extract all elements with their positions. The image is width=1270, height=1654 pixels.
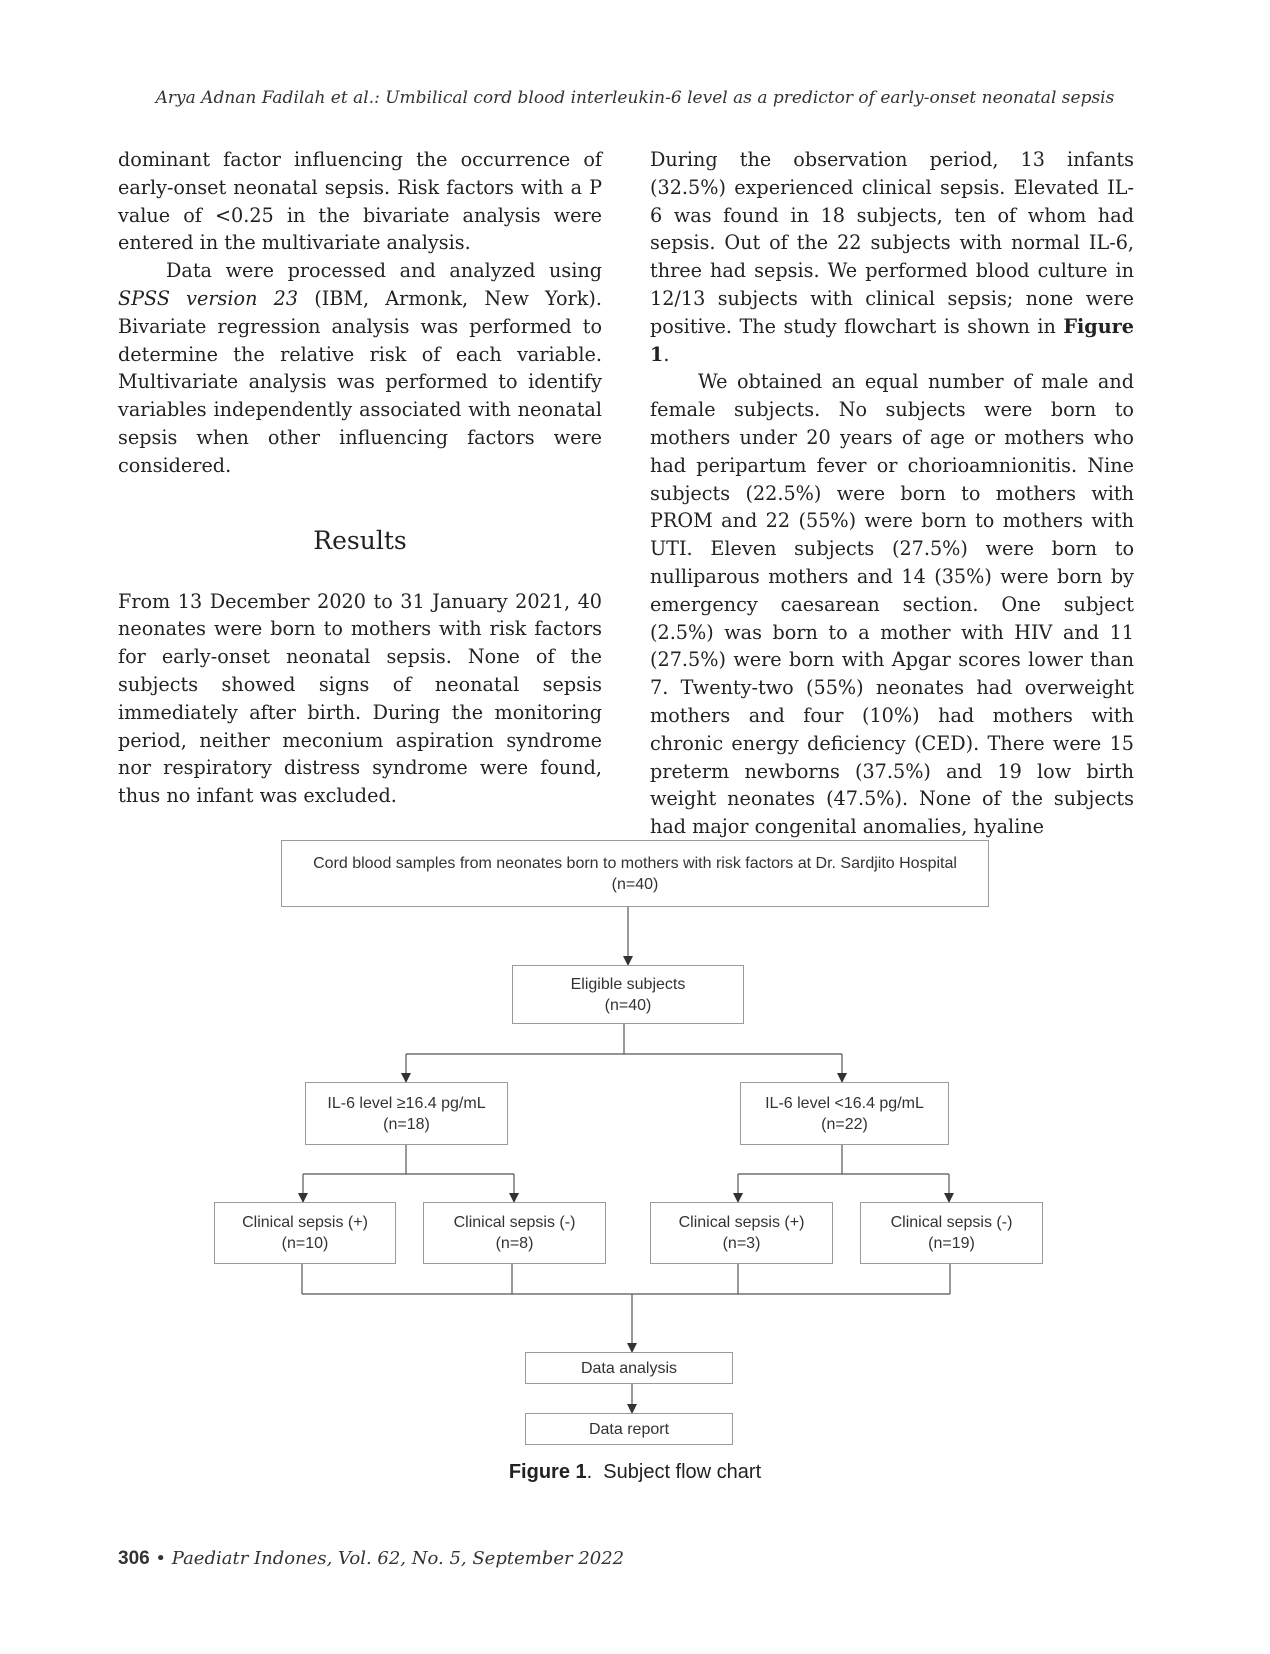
flow-box-eligible-line2: (n=40) [604, 996, 652, 1014]
flow-box-high-sepsis-positive [214, 1202, 396, 1264]
flow-box-il6-high [305, 1082, 508, 1145]
flow-box-low-sepsis-positive [650, 1202, 833, 1264]
flow-box-low-neg-line2: (n=19) [928, 1235, 975, 1252]
section-title-results: Results [313, 525, 407, 555]
left-para-2-b: (IBM, Armonk, New York). Bivariate regression analysis was performed to determine the relative risk of each variable. Multivariate analysis was performed to identify variables independently associated with neonatal sepsis when other influencing factors were considered. [118, 286, 602, 477]
flow-box-high-pos-line2: (n=10) [281, 1235, 329, 1252]
right-para-1-a: During the observation period, 13 infants (32.5%) experienced clinical sepsis. Elevated IL-6 was found in 18 subjects, ten of whom had sepsis. Out of the 22 subjects with normal IL-6, three had sepsis. We performed blood culture in 12/13 subjects with clinical sepsis; none were positive. The study flowchart is shown in [650, 148, 1134, 338]
right-para-1 [650, 146, 1134, 368]
journal-citation: Paediatr Indones, Vol. 62, No. 5, September 2022 [171, 1548, 625, 1569]
right-column [650, 146, 1134, 841]
flow-box-il6-high-line1: IL-6 level ≥16.4 pg/mL [327, 1094, 486, 1112]
left-para-2 [118, 257, 602, 479]
flow-box-report-line1: Data report [588, 1420, 670, 1438]
flow-box-il6-low-line1: IL-6 level <16.4 pg/mL [765, 1094, 924, 1112]
flow-box-data-report [525, 1413, 733, 1445]
page-number: 306 [118, 1548, 150, 1569]
page-footer [118, 1548, 624, 1570]
left-para-2-a: Data were processed and analyzed using [166, 259, 602, 283]
right-para-1-b: . [663, 342, 670, 366]
flow-box-low-sepsis-negative [860, 1202, 1043, 1264]
flow-box-high-pos-line1: Clinical sepsis (+) [242, 1214, 368, 1231]
left-para-1: dominant factor influencing the occurrence of early-onset neonatal sepsis. Risk factors with a P value of <0.25 in the bivariate analysis were entered in the multivariate analysis. [118, 148, 602, 255]
flow-box-il6-low [740, 1082, 949, 1145]
flow-box-high-neg-line2: (n=8) [495, 1235, 534, 1252]
flow-box-il6-high-line2: (n=18) [383, 1115, 430, 1133]
figure-caption-text: . Subject flow chart [586, 1461, 762, 1483]
flow-box-high-neg-line1: Clinical sepsis (-) [453, 1214, 576, 1231]
flow-box-eligible [512, 965, 744, 1024]
flow-box-source-line2: (n=40) [611, 875, 659, 893]
flow-box-analysis-line1: Data analysis [580, 1359, 678, 1377]
footer-separator: • [149, 1548, 172, 1569]
flow-box-source [281, 840, 989, 907]
left-para-3: From 13 December 2020 to 31 January 2021, 40 neonates were born to mothers with risk factors for early-onset neonatal sepsis. None of the subjects showed signs of neonatal sepsis immediately after birth. During the monitoring period, neither meconium aspiration syndrome nor respiratory distress syndrome were found, thus no infant was excluded. [118, 589, 602, 808]
flow-box-low-neg-line1: Clinical sepsis (-) [890, 1214, 1013, 1231]
left-column [118, 146, 602, 810]
figure-reference-link[interactable]: Figure 1 [650, 314, 1134, 366]
running-header: Arya Adnan Fadilah et al.: Umbilical cord blood interleukin-6 level as a predictor of early-onset neonatal sepsis [155, 88, 1115, 108]
flow-box-eligible-line1: Eligible subjects [570, 975, 686, 993]
figure-caption [0, 1461, 1270, 1484]
software-name: SPSS version 23 [118, 286, 299, 310]
flow-box-low-pos-line1: Clinical sepsis (+) [678, 1214, 805, 1231]
flow-box-data-analysis [525, 1352, 733, 1384]
flow-box-il6-low-line2: (n=22) [821, 1115, 868, 1133]
flow-box-source-line1: Cord blood samples from neonates born to mothers with risk factors at Dr. Sardjito Hospital [313, 854, 957, 872]
figure-caption-label: Figure 1 [508, 1461, 587, 1483]
flow-box-high-sepsis-negative [423, 1202, 606, 1264]
right-para-2: We obtained an equal number of male and female subjects. No subjects were born to mothers under 20 years of age or mothers who had peripartum fever or chorioamnionitis. Nine subjects (22.5%) were born to mothers with PROM and 22 (55%) were born to mothers with UTI. Eleven subjects (27.5%) were born to nulliparous mothers and 14 (35%) were born by emergency caesarean section. One subject (2.5%) was born to a mother with HIV and 11 (27.5%) were born with Apgar scores lower than 7. Twenty-two (55%) neonates had overweight mothers and four (10%) had mothers with chronic energy deficiency (CED). There were 15 preterm newborns (37.5%) and 19 low birth weight neonates (47.5%). None of the subjects had major congenital anomalies, hyaline [650, 370, 1134, 839]
flow-box-low-pos-line2: (n=3) [722, 1235, 761, 1252]
